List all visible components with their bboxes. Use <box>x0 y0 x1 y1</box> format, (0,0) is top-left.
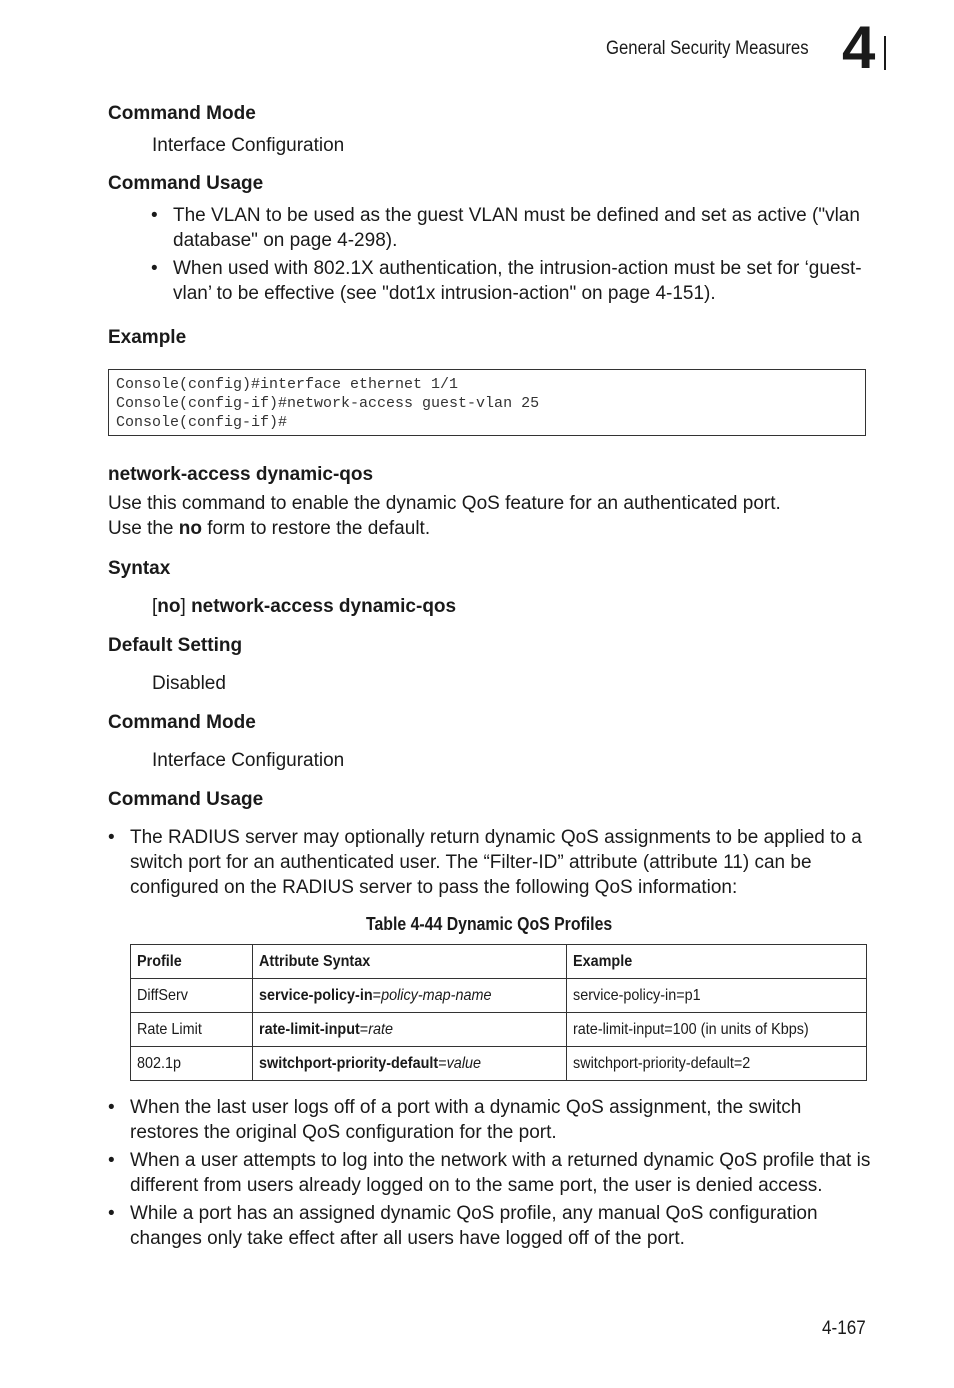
column-header <box>253 945 567 979</box>
syntax-bracket: [ <box>152 596 158 617</box>
command-usage-heading: Command Usage <box>108 173 264 194</box>
bullet: • <box>108 1203 115 1224</box>
qos-profiles-table <box>130 944 867 1081</box>
code-line: Console(config-if)#network-access guest-vlan 25 <box>116 395 540 412</box>
description-text: Use the <box>108 518 179 539</box>
list-item <box>108 1148 873 1198</box>
no-keyword: no <box>178 518 202 539</box>
table-caption: Table 4-44 Dynamic QoS Profiles <box>366 914 613 934</box>
column-header-text: Example <box>573 952 633 970</box>
list-item-text: When the last user logs off of a port with a dynamic QoS assignment, the switch restores the original QoS configuration for the port. <box>130 1097 802 1143</box>
command-description <box>108 491 868 541</box>
command-mode-heading: Command Mode <box>108 103 256 124</box>
profile-cell <box>131 1013 253 1047</box>
example-text: rate-limit-input=100 (in units of Kbps) <box>573 1020 809 1038</box>
bullet: • <box>151 258 158 279</box>
attribute-cell <box>253 1047 567 1081</box>
code-example <box>108 369 866 436</box>
syntax-line <box>152 594 456 619</box>
example-text: service-policy-in=p1 <box>573 986 701 1004</box>
list-item-text: When used with 802.1X authentication, the intrusion-action must be set for ‘guest-vlan’ to be effective (see "dot1x intrusion-action" on page 4-151). <box>173 258 862 304</box>
attribute-text <box>259 1021 393 1039</box>
attribute-key: service-policy-in <box>259 986 373 1004</box>
list-item <box>108 825 873 900</box>
command-usage-list <box>151 203 871 309</box>
description-line <box>108 516 868 541</box>
description-text: form to restore the default. <box>201 518 431 539</box>
list-item <box>108 1095 873 1145</box>
code-line: Console(config)#interface ethernet 1/1 <box>116 376 459 393</box>
equals-sign: = <box>359 1020 369 1038</box>
list-item-text: When a user attempts to log into the network with a returned dynamic QoS profile that is different from users already logged on to the same port, the user is denied access. <box>130 1150 871 1196</box>
attribute-value: value <box>446 1054 482 1072</box>
table-row <box>131 979 867 1013</box>
table-row <box>131 1047 867 1081</box>
equals-sign: = <box>438 1054 447 1072</box>
command-usage-list <box>108 825 873 903</box>
syntax-no: no <box>157 596 181 617</box>
command-title: network-access dynamic-qos <box>108 464 374 485</box>
attribute-value: rate <box>368 1020 394 1038</box>
profile-text: Rate Limit <box>137 1020 202 1038</box>
command-mode-value: Interface Configuration <box>152 135 345 156</box>
attribute-text <box>259 1055 481 1073</box>
syntax-bracket: ] <box>180 596 192 617</box>
example-text: switchport-priority-default=2 <box>573 1054 751 1072</box>
list-item-text: While a port has an assigned dynamic QoS profile, any manual QoS configuration changes only take effect after all users have logged off of the port. <box>130 1203 818 1249</box>
chapter-number: 4 <box>842 14 876 81</box>
list-item-text: The VLAN to be used as the guest VLAN must be defined and set as active ("vlan database" on page 4-298). <box>173 205 860 251</box>
chapter-rule <box>884 36 886 70</box>
column-header <box>131 945 253 979</box>
page-number: 4-167 <box>822 1318 866 1339</box>
column-header-text: Profile <box>137 952 182 970</box>
example-cell <box>567 1013 867 1047</box>
table-header-row <box>131 945 867 979</box>
command-usage-list-continued <box>108 1095 873 1254</box>
table-row <box>131 1013 867 1047</box>
bullet: • <box>108 827 115 848</box>
profile-text: 802.1p <box>137 1054 182 1072</box>
bullet: • <box>108 1150 115 1171</box>
bullet: • <box>108 1097 115 1118</box>
profile-cell <box>131 1047 253 1081</box>
list-item-text: The RADIUS server may optionally return dynamic QoS assignments to be applied to a switch port for an authenticated user. The “Filter-ID” attribute (attribute 11) can be configured on the RADIUS server to pass the following QoS information: <box>130 827 862 898</box>
attribute-cell <box>253 1013 567 1047</box>
running-header: General Security Measures <box>606 38 809 59</box>
example-heading: Example <box>108 327 187 348</box>
command-usage-heading: Command Usage <box>108 789 264 810</box>
example-cell <box>567 1047 867 1081</box>
syntax-heading: Syntax <box>108 558 171 579</box>
command-mode-heading: Command Mode <box>108 712 256 733</box>
attribute-text <box>259 987 492 1005</box>
column-header <box>567 945 867 979</box>
profile-text: DiffServ <box>137 986 188 1004</box>
code-line: Console(config-if)# <box>116 414 288 431</box>
list-item <box>108 1201 873 1251</box>
equals-sign: = <box>372 986 382 1004</box>
default-setting-value: Disabled <box>152 673 226 694</box>
list-item <box>151 256 871 306</box>
description-line: Use this command to enable the dynamic QoS feature for an authenticated port. <box>108 493 781 514</box>
example-cell <box>567 979 867 1013</box>
command-mode-value: Interface Configuration <box>152 750 345 771</box>
attribute-key: rate-limit-input <box>259 1020 360 1038</box>
list-item <box>151 203 871 253</box>
column-header-text: Attribute Syntax <box>259 952 371 970</box>
profile-cell <box>131 979 253 1013</box>
bullet: • <box>151 205 158 226</box>
attribute-value: policy-map-name <box>381 986 492 1004</box>
attribute-cell <box>253 979 567 1013</box>
attribute-key: switchport-priority-default <box>259 1054 439 1072</box>
syntax-command: network-access dynamic-qos <box>191 596 457 617</box>
default-setting-heading: Default Setting <box>108 635 243 656</box>
